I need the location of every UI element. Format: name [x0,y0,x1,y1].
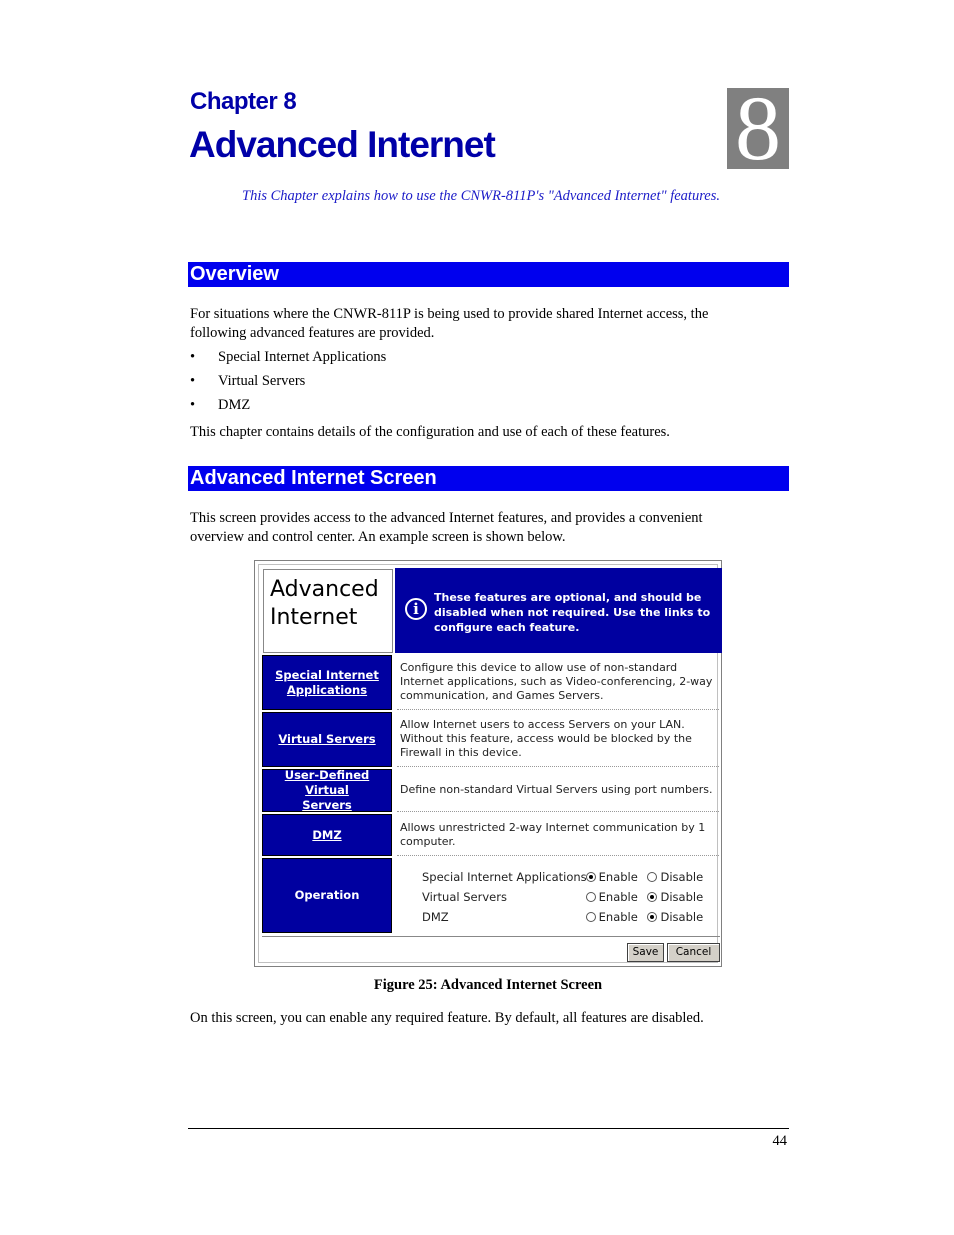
enable-radio[interactable]: Enable [586,910,638,924]
list-item: • DMZ [190,397,251,413]
disable-radio[interactable]: Disable [647,870,703,884]
chapter-label: Chapter 8 [190,88,297,115]
page-number: 44 [772,1133,787,1149]
advanced-internet-figure [254,560,722,967]
link-dmz[interactable]: DMZ [262,814,392,856]
chapter-intro: This Chapter explains how to use the CNWR-811P's "Advanced Internet" features. [242,188,721,204]
overview-paragraph: For situations where the CNWR-811P is being used to provide shared Internet access, the following advanced features are provided. [190,306,709,341]
link-virtual-servers[interactable]: Virtual Servers [262,712,392,767]
banner-text: These features are optional, and should be disabled when not required. Use the links to configure each feature. [434,591,711,634]
desc-user-defined-virtual-servers: Define non-standard Virtual Servers using port numbers. [397,769,719,812]
link-special-internet-applications[interactable]: Special Internet Applications [262,655,392,710]
desc-dmz: Allows unrestricted 2-way Internet communication by 1 computer. [397,814,719,856]
chapter-title: Advanced Internet [189,124,495,165]
footer-rule [188,1128,789,1129]
screen-section-heading: Advanced Internet Screen [188,466,789,491]
screen-section-paragraph: This screen provides access to the advanced Internet features, and provides a convenient overview and control center. An example screen is shown below. [190,510,703,545]
save-button[interactable]: Save [627,943,664,962]
info-banner [395,568,722,653]
enable-radio[interactable]: Enable [586,890,638,904]
figure-caption: Figure 25: Advanced Internet Screen [373,977,603,993]
closing-paragraph: On this screen, you can enable any required feature. By default, all features are disabled. [190,1010,704,1026]
list-item: • Special Internet Applications [190,349,387,365]
list-item: • Virtual Servers [190,373,306,389]
overview-summary: This chapter contains details of the configuration and use of each of these features. [190,424,670,440]
enable-radio[interactable]: Enable [586,870,638,884]
operation-row: DMZ Enable Disable [422,910,704,924]
operation-grid [422,867,709,927]
feature-list [190,346,386,418]
chapter-number-box: 8 [727,88,789,169]
desc-virtual-servers: Allow Internet users to access Servers on your LAN. Without this feature, access would be blocked by the Firewall in this device. [397,712,719,767]
info-icon: i [405,598,427,620]
button-bar [262,936,720,966]
operation-row: Special Internet Applications Enable Disable [422,870,704,884]
disable-radio[interactable]: Disable [647,890,703,904]
disable-radio[interactable]: Disable [647,910,703,924]
desc-special-internet-applications: Configure this device to allow use of non-standard Internet applications, such as Video-conferencing, 2-way communication, and Games Servers. [397,655,719,710]
overview-heading: Overview [188,262,789,287]
cancel-button[interactable]: Cancel [667,943,720,962]
operation-row: Virtual Servers Enable Disable [422,890,704,904]
figure-title: Advanced Internet [263,569,393,653]
operation-label: Operation [262,858,392,933]
link-user-defined-virtual-servers[interactable]: User-Defined Virtual Servers [262,769,392,812]
